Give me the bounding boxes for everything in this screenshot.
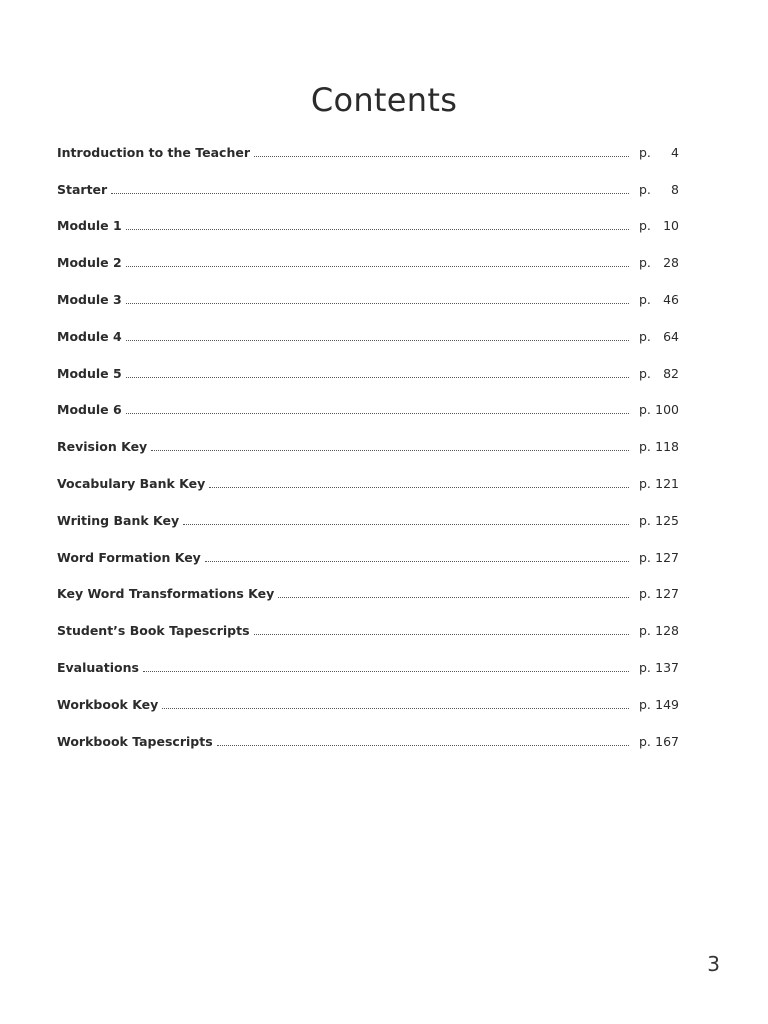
- toc-entry: [57, 612, 679, 649]
- toc-entry: [57, 171, 679, 208]
- toc-entry-page: 82: [663, 365, 679, 381]
- page-number: 3: [707, 952, 720, 976]
- toc-entry-title: Module 4: [57, 328, 122, 344]
- dot-leader: [126, 219, 629, 230]
- toc-entry-page: 46: [663, 292, 679, 308]
- toc-entry: [57, 281, 679, 318]
- toc-entry-title: Key Word Transformations Key: [57, 586, 275, 602]
- toc-entry-page: 4: [671, 144, 679, 160]
- page-prefix: p.: [639, 181, 651, 197]
- page-prefix: p.: [639, 696, 651, 712]
- page-prefix: p.: [639, 586, 651, 602]
- toc-entry: [57, 576, 679, 613]
- page-prefix: p.: [639, 512, 651, 528]
- toc-entry: [57, 208, 679, 245]
- table-of-contents: [57, 134, 679, 760]
- toc-entry-title: Workbook Tapescripts: [57, 733, 213, 749]
- toc-entry-title: Vocabulary Bank Key: [57, 476, 206, 492]
- toc-entry: [57, 686, 679, 723]
- toc-entry: [57, 428, 679, 465]
- toc-entry: [57, 134, 679, 171]
- toc-entry-page: 121: [655, 476, 679, 492]
- toc-entry: [57, 723, 679, 760]
- page-title: Contents: [310, 81, 458, 119]
- dot-leader: [143, 661, 629, 672]
- page-prefix: p.: [639, 439, 651, 455]
- page-prefix: p.: [639, 549, 651, 565]
- toc-entry-title: Writing Bank Key: [57, 512, 180, 528]
- page-prefix: p.: [639, 660, 651, 676]
- toc-entry-title: Evaluations: [57, 660, 139, 676]
- page-prefix: p.: [639, 328, 651, 344]
- toc-entry-title: Workbook Key: [57, 696, 159, 712]
- toc-entry: [57, 355, 679, 392]
- toc-entry-page: 8: [671, 181, 679, 197]
- page-prefix: p.: [639, 623, 651, 639]
- toc-entry-page: 64: [663, 328, 679, 344]
- toc-entry-page: 128: [655, 623, 679, 639]
- toc-entry-title: Module 5: [57, 365, 122, 381]
- toc-entry-page: 28: [663, 255, 679, 271]
- dot-leader: [151, 440, 629, 451]
- dot-leader: [126, 256, 629, 267]
- toc-entry: [57, 392, 679, 429]
- page-prefix: p.: [639, 255, 651, 271]
- toc-entry: [57, 465, 679, 502]
- toc-entry-title: Introduction to the Teacher: [57, 144, 250, 160]
- dot-leader: [205, 551, 629, 562]
- toc-entry-title: Module 1: [57, 218, 122, 234]
- page-prefix: p.: [639, 292, 651, 308]
- page-prefix: p.: [639, 476, 651, 492]
- page-prefix: p.: [639, 144, 651, 160]
- toc-entry-page: 149: [655, 696, 679, 712]
- toc-entry: [57, 502, 679, 539]
- dot-leader: [254, 146, 629, 157]
- toc-entry: [57, 244, 679, 281]
- toc-entry-page: 167: [655, 733, 679, 749]
- toc-entry-title: Module 2: [57, 255, 122, 271]
- dot-leader: [126, 403, 629, 414]
- dot-leader: [254, 624, 629, 635]
- page-prefix: p.: [639, 365, 651, 381]
- toc-entry-page: 125: [655, 512, 679, 528]
- toc-entry-page: 127: [655, 586, 679, 602]
- page-prefix: p.: [639, 218, 651, 234]
- toc-entry-page: 100: [655, 402, 679, 418]
- toc-entry-page: 137: [655, 660, 679, 676]
- toc-entry-page: 127: [655, 549, 679, 565]
- dot-leader: [278, 587, 629, 598]
- toc-entry: [57, 318, 679, 355]
- dot-leader: [126, 330, 629, 341]
- dot-leader: [126, 367, 629, 378]
- dot-leader: [183, 514, 629, 525]
- toc-entry-title: Revision Key: [57, 439, 148, 455]
- toc-entry: [57, 539, 679, 576]
- page-prefix: p.: [639, 402, 651, 418]
- dot-leader: [217, 735, 629, 746]
- page-prefix: p.: [639, 733, 651, 749]
- toc-entry-title: Module 6: [57, 402, 122, 418]
- dot-leader: [126, 293, 629, 304]
- toc-entry-title: Word Formation Key: [57, 549, 201, 565]
- toc-entry-title: Student’s Book Tapescripts: [57, 623, 250, 639]
- toc-entry-title: Starter: [57, 181, 108, 197]
- dot-leader: [162, 698, 629, 709]
- dot-leader: [111, 183, 629, 194]
- dot-leader: [209, 477, 629, 488]
- toc-entry-page: 118: [655, 439, 679, 455]
- toc-entry-title: Module 3: [57, 292, 122, 308]
- toc-entry: [57, 649, 679, 686]
- toc-entry-page: 10: [663, 218, 679, 234]
